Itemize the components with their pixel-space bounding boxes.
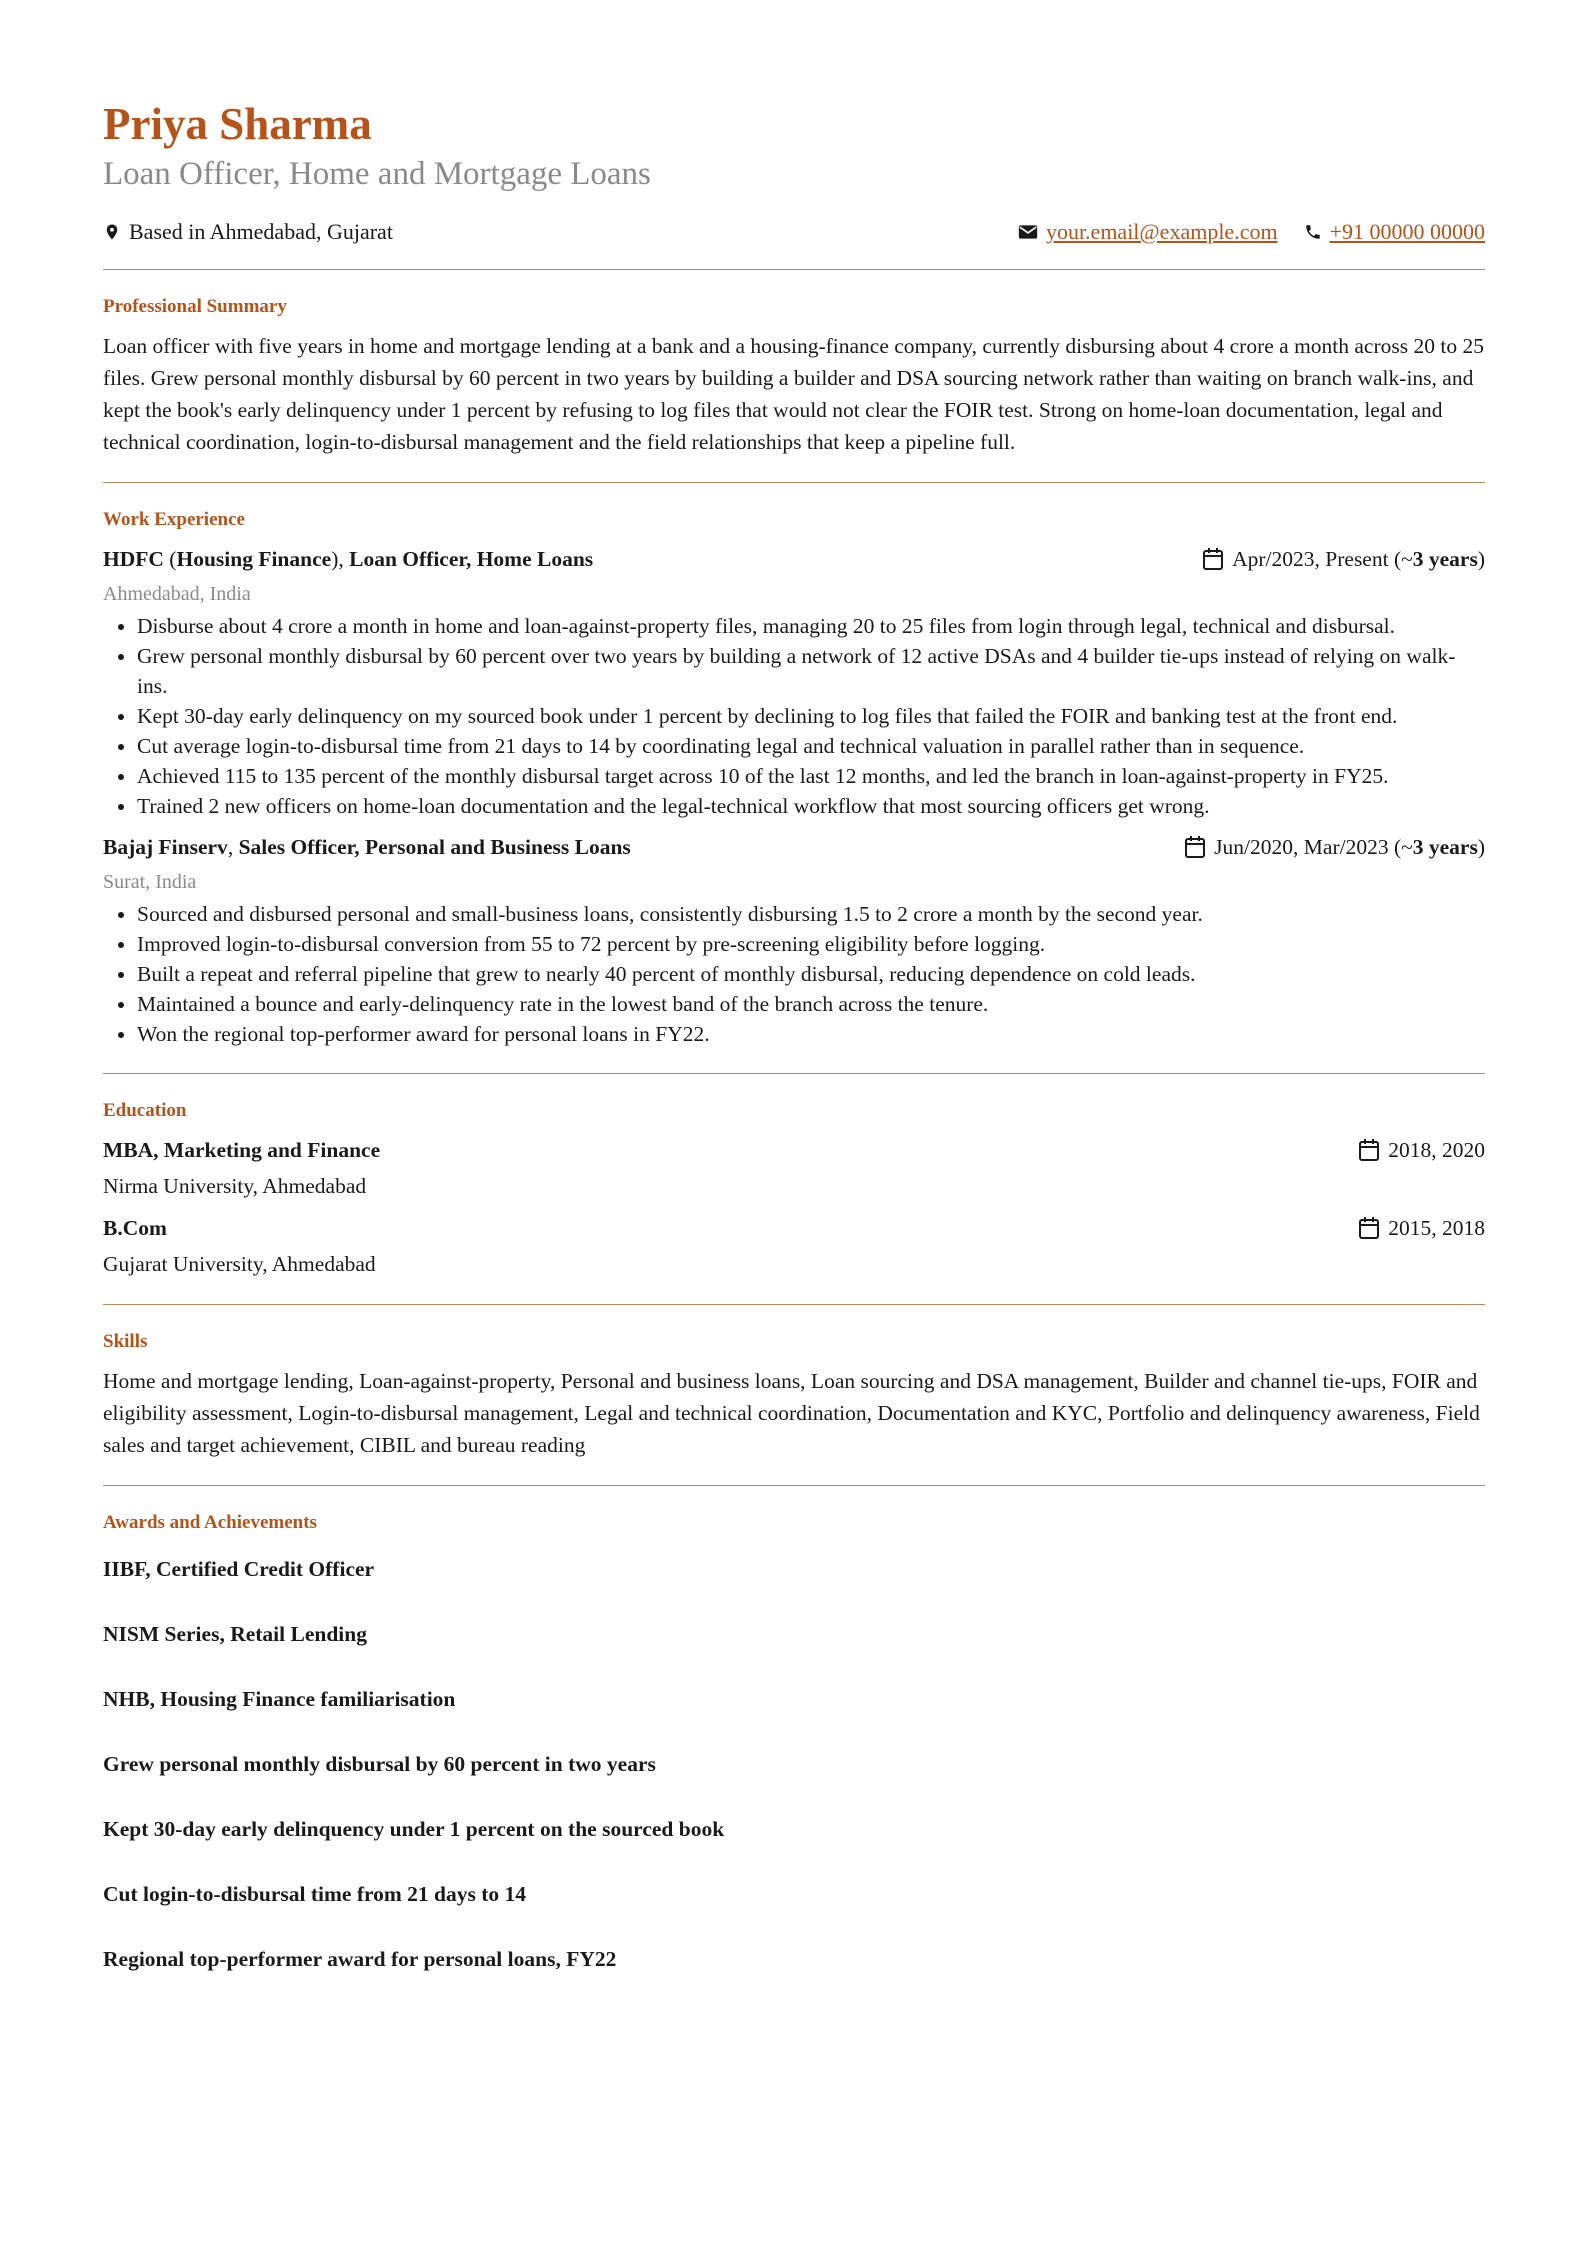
job-entry-bajaj — [103, 831, 1485, 1049]
phone-link[interactable]: +91 00000 00000 — [1329, 218, 1485, 244]
education-entry — [103, 1134, 1485, 1202]
education-heading: Education — [103, 1099, 187, 1121]
institution: Gujarat University, Ahmedabad — [103, 1251, 376, 1276]
education-entry — [103, 1212, 1485, 1280]
section-divider — [103, 1485, 1485, 1486]
skills-text: Home and mortgage lending, Loan-against-property, Personal and business loans, Loan sourcing and DSA management, Builder and channel tie-ups, FOIR and eligibility assessment, Login-to-disbursal management, Legal and technical coordination, Documentation and KYC, Portfolio and delinquency awareness, Field sales and target achievement, CIBIL and bureau reading — [103, 1368, 1480, 1457]
job-location: Surat, India — [103, 870, 197, 893]
experience-section — [103, 509, 1485, 1049]
summary-text: Loan officer with five years in home and mortgage lending at a bank and a housing-finance company, currently disbursing about 4 crore a month across 20 to 25 files. Grew personal monthly disbursal by 60 percent in two years by building a builder and DSA sourcing network rather than waiting on branch walk-ins, and kept the book's early delinquency under 1 percent by refusing to log files that would not clear the FOIR test. Strong on home-loan documentation, legal and technical coordination, login-to-disbursal management and the field relationships that keep a pipeline full. — [103, 333, 1484, 454]
list-item: • Grew personal monthly disbursal by 60 percent over two years by building a network of 12 active DSAs and 4 builder tie-ups instead of relying on walk-ins. — [137, 641, 1485, 701]
list-item: • Trained 2 new officers on home-loan documentation and the legal-technical workflow that most sourcing officers get wrong. — [137, 791, 1485, 821]
job-title: Bajaj Finserv, Sales Officer, Personal and Business Loans — [103, 834, 631, 859]
job-location: Ahmedabad, India — [103, 582, 251, 605]
list-item: • Disburse about 4 crore a month in home and loan-against-property files, managing 20 to 25 files from login through legal, technical and disbursal. — [137, 611, 1485, 641]
awards-section — [103, 1512, 1485, 1974]
section-divider — [103, 1304, 1485, 1305]
email-link[interactable]: your.email@example.com — [1045, 218, 1278, 244]
section-divider — [103, 1073, 1485, 1074]
skills-section — [103, 1331, 1485, 1461]
list-item: • Maintained a bounce and early-delinquency rate in the lowest band of the branch across the tenure. — [137, 989, 1485, 1019]
award-item: NHB, Housing Finance familiarisation — [103, 1686, 456, 1711]
list-item: • Achieved 115 to 135 percent of the monthly disbursal target across 10 of the last 12 months, and led the branch in loan-against-property in FY25. — [137, 761, 1485, 791]
summary-section — [103, 296, 1485, 458]
job-dates: Apr/2023, Present (~ 3 years ) — [1202, 543, 1485, 575]
award-item: Regional top-performer award for personal loans, FY22 — [103, 1946, 617, 1971]
calendar-icon — [1358, 1138, 1380, 1162]
phone-icon — [1304, 223, 1322, 241]
envelope-icon — [1018, 224, 1038, 240]
awards-heading: Awards and Achievements — [103, 1511, 317, 1533]
award-item: Grew personal monthly disbursal by 60 percent in two years — [103, 1751, 656, 1776]
location-text: Based in Ahmedabad, Gujarat — [129, 218, 393, 244]
skills-heading: Skills — [103, 1330, 148, 1352]
job-bullets — [103, 899, 1485, 1049]
education-dates: 2018, 2020 — [1358, 1134, 1485, 1166]
list-item: • Won the regional top-performer award for personal loans in FY22. — [137, 1019, 1485, 1049]
contact-row — [103, 219, 1485, 245]
job-dates: Jun/2020, Mar/2023 (~ 3 years ) — [1184, 831, 1485, 863]
list-item: • Sourced and disbursed personal and small-business loans, consistently disbursing 1.5 to 2 crore a month by the second year. — [137, 899, 1485, 929]
degree-title: B.Com — [103, 1215, 167, 1240]
institution: Nirma University, Ahmedabad — [103, 1173, 367, 1198]
job-entry-hdfc — [103, 543, 1485, 821]
candidate-title: Loan Officer, Home and Mortgage Loans — [103, 155, 651, 192]
list-item: • Built a repeat and referral pipeline that grew to nearly 40 percent of monthly disbursal, reducing dependence on cold leads. — [137, 959, 1485, 989]
degree-title: MBA, Marketing and Finance — [103, 1137, 381, 1162]
section-divider — [103, 269, 1485, 270]
job-title: HDFC (Housing Finance), Loan Officer, Home Loans — [103, 546, 594, 571]
calendar-icon — [1358, 1216, 1380, 1240]
phone-contact — [1304, 219, 1485, 245]
education-dates: 2015, 2018 — [1358, 1212, 1485, 1244]
candidate-name: Priya Sharma — [103, 99, 372, 149]
award-item: NISM Series, Retail Lending — [103, 1621, 367, 1646]
award-item: Kept 30-day early delinquency under 1 percent on the sourced book — [103, 1816, 725, 1841]
job-bullets — [103, 611, 1485, 821]
list-item: • Kept 30-day early delinquency on my sourced book under 1 percent by declining to log files that failed the FOIR and banking test at the front end. — [137, 701, 1485, 731]
summary-heading: Professional Summary — [103, 295, 287, 317]
list-item: • Cut average login-to-disbursal time from 21 days to 14 by coordinating legal and technical valuation in parallel rather than in sequence. — [137, 731, 1485, 761]
calendar-icon — [1202, 547, 1224, 571]
calendar-icon — [1184, 835, 1206, 859]
list-item: • Improved login-to-disbursal conversion from 55 to 72 percent by pre-screening eligibility before logging. — [137, 929, 1485, 959]
section-divider — [103, 482, 1485, 483]
experience-heading: Work Experience — [103, 508, 245, 530]
email-contact — [1018, 219, 1278, 245]
location-contact — [103, 219, 393, 245]
award-item: Cut login-to-disbursal time from 21 days to 14 — [103, 1881, 527, 1906]
award-item: IIBF, Certified Credit Officer — [103, 1556, 375, 1581]
map-pin-icon — [103, 222, 121, 242]
education-section — [103, 1100, 1485, 1280]
